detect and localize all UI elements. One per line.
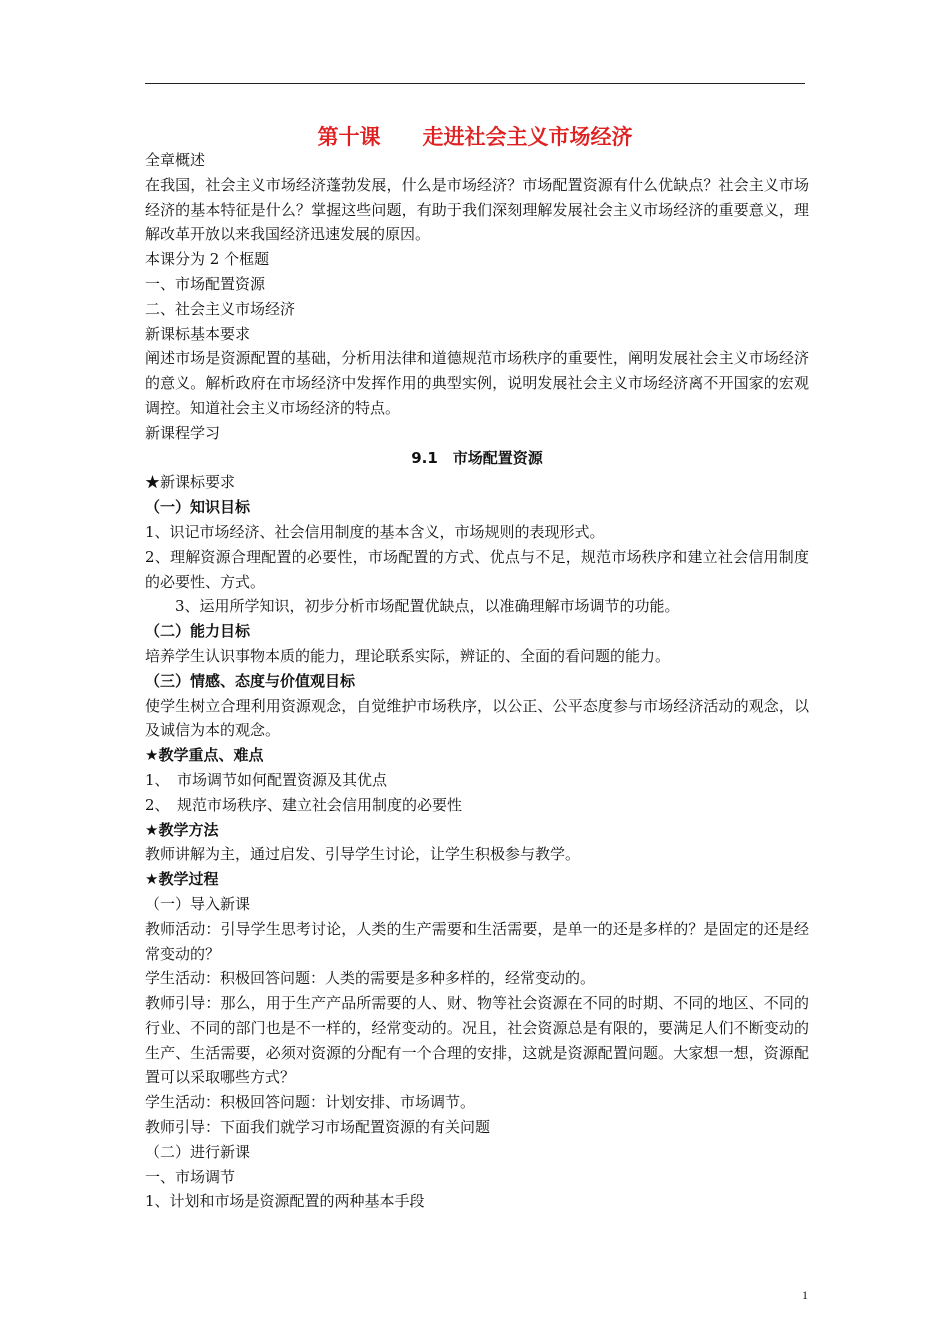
curriculum-requirements-heading: 新课标基本要求 <box>145 324 251 343</box>
teacher-guide-1: 教师引导：那么，用于生产产品所需要的人、财、物等社会资源在不同的时期、不同的地区、不同的行业、不同的部门也是不一样的，经常变动的。况且，社会资源总是有限的，要满足人们不断变动的生产、生活需要，必须对资源的分配有一个合理的安排，这就是资源配置问题。大家想一想，资源配置可以采取哪些方式？ <box>145 994 809 1087</box>
standards-heading: ★新课标要求 <box>145 473 236 492</box>
market-regulation-point-1: 1、计划和市场是资源配置的两种基本手段 <box>145 1192 425 1211</box>
teaching-method-text: 教师讲解为主，通过启发、引导学生讨论，让学生积极参与教学。 <box>145 845 581 864</box>
key-point-2: 2、 规范市场秩序、建立社会信用制度的必要性 <box>145 795 463 814</box>
new-course-heading: 新课程学习 <box>145 423 221 442</box>
key-points-heading: ★教学重点、难点 <box>145 746 264 765</box>
section-count: 本课分为 2 个框题 <box>145 250 270 269</box>
section-item-1: 一、市场配置资源 <box>145 274 266 293</box>
lesson-title: 第十课 走进社会主义市场经济 <box>317 125 633 149</box>
values-goals-heading: （三）情感、态度与价值观目标 <box>145 671 356 690</box>
knowledge-goal-2: 2、理解资源合理配置的必要性，市场配置的方式、优点与不足，规范市场秩序和建立社会信用制度的必要性、方式。 <box>145 547 809 591</box>
values-goals-text: 使学生树立合理利用资源观念，自觉维护市场秩序，以公正、公平态度参与市场经济活动的观念，以及诚信为本的观念。 <box>145 696 809 740</box>
curriculum-requirements-text: 阐述市场是资源配置的基础，分析用法律和道德规范市场秩序的重要性，阐明发展社会主义市场经济的意义。解析政府在市场经济中发挥作用的典型实例，说明发展社会主义市场经济离不开国家的宏观调控。知道社会主义市场经济的特点。 <box>145 349 809 417</box>
document-body <box>145 148 809 1214</box>
student-activity-2: 学生活动：积极回答问题：计划安排、市场调节。 <box>145 1093 476 1112</box>
knowledge-goal-3: 3、运用所学知识，初步分析市场配置优缺点，以准确理解市场调节的功能。 <box>175 597 680 616</box>
market-regulation-heading: 一、市场调节 <box>145 1167 236 1186</box>
student-activity-1: 学生活动：积极回答问题：人类的需要是多种多样的，经常变动的。 <box>145 969 596 988</box>
section-title: 9.1 市场配置资源 <box>411 448 543 467</box>
teacher-activity-1: 教师活动：引导学生思考讨论，人类的生产需要和生活需要，是单一的还是多样的？是固定的还是经常变动的？ <box>145 919 809 963</box>
teaching-process-heading: ★教学过程 <box>145 870 219 889</box>
header-rule <box>145 83 805 84</box>
teaching-method-heading: ★教学方法 <box>145 820 219 839</box>
teacher-guide-2: 教师引导：下面我们就学习市场配置资源的有关问题 <box>145 1118 491 1137</box>
new-lesson-heading: （二）进行新课 <box>145 1142 251 1161</box>
knowledge-goals-heading: （一）知识目标 <box>145 498 251 517</box>
section-item-2: 二、社会主义市场经济 <box>145 299 296 318</box>
page-number: 1 <box>802 1288 808 1302</box>
intro-heading: （一）导入新课 <box>145 894 251 913</box>
key-point-1: 1、 市场调节如何配置资源及其优点 <box>145 770 388 789</box>
knowledge-goal-1: 1、识记市场经济、社会信用制度的基本含义，市场规则的表现形式。 <box>145 522 605 541</box>
ability-goals-text: 培养学生认识事物本质的能力，理论联系实际，辨证的、全面的看问题的能力。 <box>145 646 671 665</box>
ability-goals-heading: （二）能力目标 <box>145 622 251 641</box>
chapter-overview-text: 在我国，社会主义市场经济蓬勃发展，什么是市场经济？市场配置资源有什么优缺点？社会主义市场经济的基本特征是什么？掌握这些问题，有助于我们深刻理解发展社会主义市场经济的重要意义，理解改革开放以来我国经济迅速发展的原因。 <box>145 175 809 244</box>
chapter-overview-heading: 全章概述 <box>145 151 206 169</box>
